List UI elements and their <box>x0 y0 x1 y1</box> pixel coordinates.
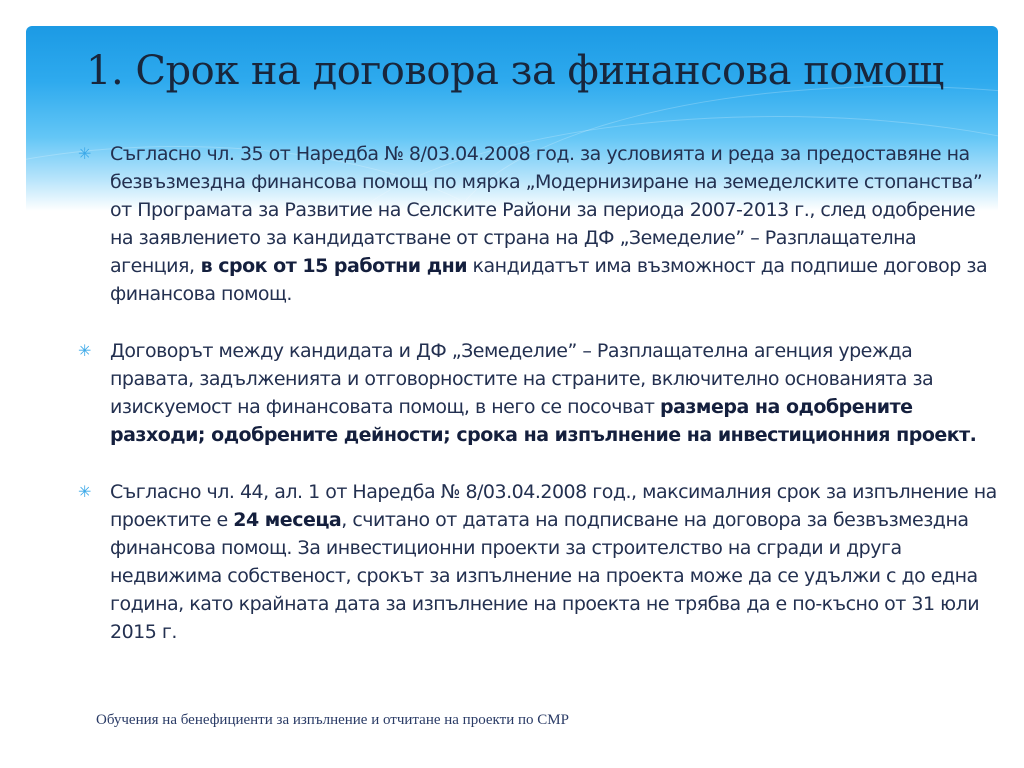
bullet-text: Договорът между кандидата и ДФ „Земеделие” – Разплащателна агенция урежда правата, задълженията и отговорностите на страните, включително основанията за изискуемост на финансовата помощ, в него се посочват <box>110 340 934 418</box>
footer-text: Обучения на бенефициенти за изпълнение и отчитане на проекти по СМР <box>96 712 569 728</box>
bullet-list <box>78 140 998 646</box>
asterisk-bullet-icon: ✳ <box>78 482 91 501</box>
bullet-text: кандидатът има възможност да подпише договор за финансова помощ. <box>110 255 988 305</box>
bullet-item-implementation-period <box>78 478 998 646</box>
bullet-text: Съгласно чл. 35 от Наредба № 8/03.04.2008 год. за условията и реда за предоставяне на безвъзмездна финансова помощ по мярка „Модернизиране на земеделските стопанства” от Програмата за Развитие на Селските Райони за периода 2007-2013 г., след одобрение на заявлението за кандидатстване от страна на ДФ „Земеделие” – Разплащателна агенция, <box>110 143 983 277</box>
bullet-emphasis: 24 месеца <box>233 509 342 531</box>
bullet-emphasis: в срок от 15 работни дни <box>194 255 468 277</box>
bullet-text: , считано от датата на подписване на договора за безвъзмездна финансова помощ. За инвестиционни проекти за строителство на сгради и друга недвижима собственост, срокът за изпълнение на проекта може да се удължи с до една година, като крайната дата за изпълнение на проекта не трябва да е по-късно от 31 юли 2015 г. <box>110 509 980 643</box>
slide-title: 1. Срок на договора за финансова помощ <box>86 48 944 94</box>
asterisk-bullet-icon: ✳ <box>78 144 91 163</box>
bullet-text: Съгласно чл. 44, ал. 1 от Наредба № 8/03.04.2008 год., максималния срок за изпълнение на проектите е <box>110 481 997 531</box>
asterisk-bullet-icon: ✳ <box>78 341 91 360</box>
bullet-item-contract-deadline <box>78 140 998 308</box>
bullet-item-contract-terms <box>78 337 998 449</box>
bullet-emphasis: размера на одобрените разходи; одобрените дейности; срока на изпълнение на инвестиционния проект. <box>110 396 977 446</box>
